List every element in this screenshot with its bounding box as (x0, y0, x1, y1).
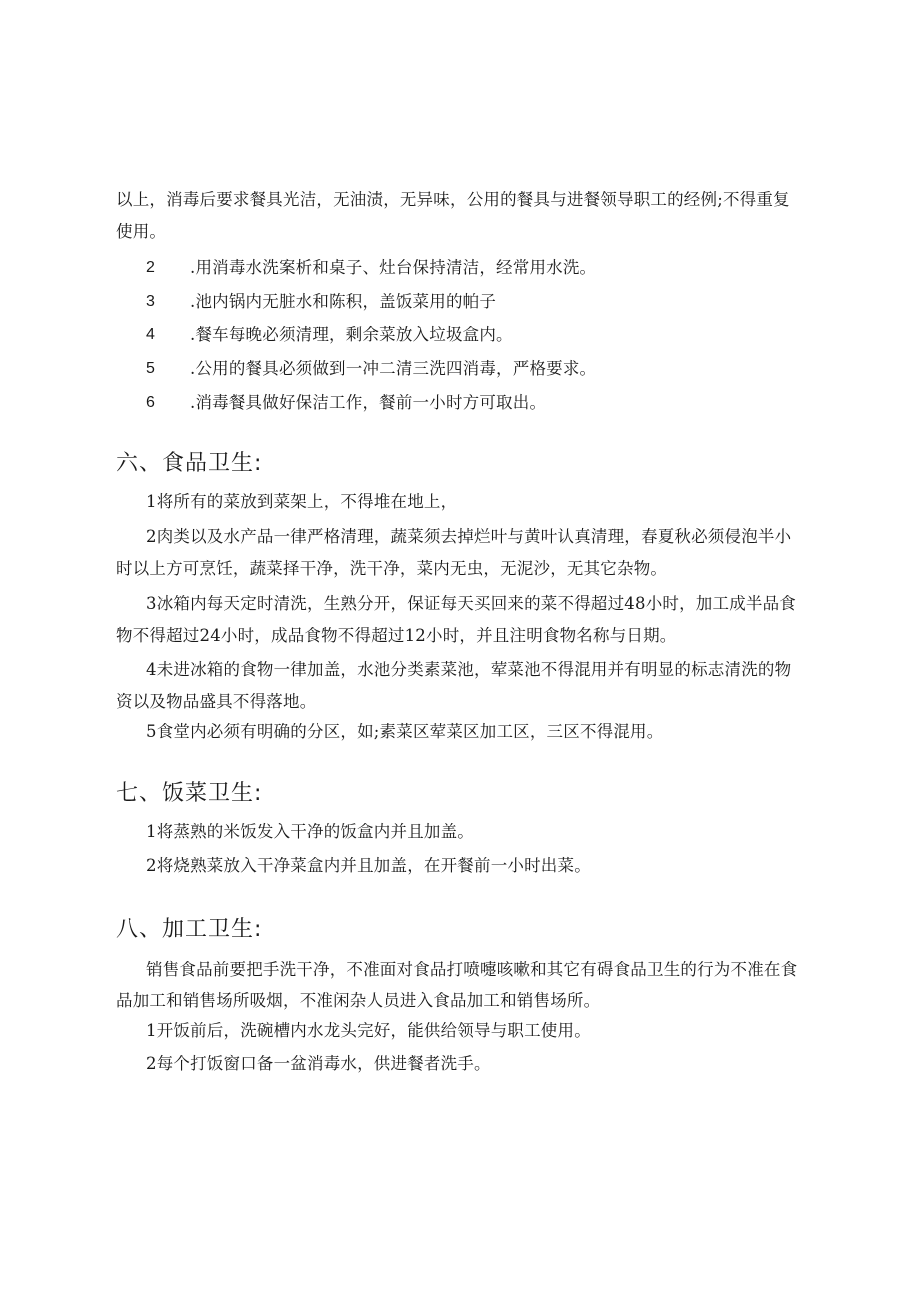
paragraph: 5食堂内必须有明确的分区，如;素菜区荤菜区加工区，三区不得混用。 (146, 722, 664, 741)
item-number: 6 (146, 394, 155, 411)
paragraph-continuation: 物不得超过24小时，成品食物不得超过12小时，并且注明食物名称与日期。 (116, 626, 677, 645)
paragraph: 1将所有的菜放到菜架上，不得堆在地上， (146, 492, 458, 511)
item-number: 5 (146, 360, 155, 377)
paragraph: 销售食品前要把手洗干净，不准面对食品打喷嚏咳嗽和其它有碍食品卫生的行为不准在食 (146, 960, 798, 979)
item-number: 4 (146, 326, 155, 343)
section-heading-processing-hygiene: 八、加工卫生: (116, 917, 263, 942)
paragraph-continuation: 资以及物品盛具不得落地。 (116, 692, 317, 711)
item-text: .餐车每晚必须清理，剩余菜放入垃圾盒内。 (190, 325, 513, 344)
section-heading-meal-hygiene: 七、饭菜卫生: (116, 781, 263, 806)
paragraph: 1将蒸熟的米饭发入干净的饭盒内并且加盖。 (146, 822, 474, 841)
paragraph: 2肉类以及水产品一律严格清理，蔬菜须去掉烂叶与黄叶认真清理，春夏秋必须侵泡半小 (146, 527, 792, 546)
intro-line-1: 以上，消毒后要求餐具光洁，无油渍，无异味，公用的餐具与进餐领导职工的经例;不得重复 (116, 190, 790, 209)
item-text: .公用的餐具必须做到一冲二清三洗四消毒，严格要求。 (190, 359, 597, 378)
item-text: .消毒餐具做好保洁工作，餐前一小时方可取出。 (190, 393, 547, 412)
paragraph: 4未进冰箱的食物一律加盖，水池分类素菜池，荤菜池不得混用并有明显的标志清洗的物 (146, 660, 792, 679)
paragraph-continuation: 品加工和销售场所吸烟，不准闲杂人员进入食品加工和销售场所。 (116, 991, 601, 1010)
paragraph: 3冰箱内每天定时清洗，生熟分开，保证每天买回来的菜不得超过48小时，加工成半品食 (146, 594, 796, 613)
paragraph: 2将烧熟菜放入干净菜盒内并且加盖，在开餐前一小时出菜。 (146, 856, 591, 875)
intro-line-2: 使用。 (116, 222, 167, 241)
item-number: 3 (146, 293, 155, 310)
item-text: .用消毒水洗案析和桌子、灶台保持清洁，经常用水洗。 (190, 258, 597, 277)
paragraph-continuation: 时以上方可烹饪，蔬菜择干净，洗干净，菜内无虫，无泥沙，无其它杂物。 (116, 559, 668, 578)
item-text: .池内锅内无脏水和陈积，盖饭菜用的帕子 (190, 292, 497, 311)
item-number: 2 (146, 259, 155, 276)
paragraph: 2每个打饭窗口备一盆消毒水，供进餐者洗手。 (146, 1054, 491, 1073)
paragraph: 1开饭前后，洗碗槽内水龙头完好，能供给领导与职工使用。 (146, 1021, 591, 1040)
section-heading-food-hygiene: 六、食品卫生: (116, 451, 263, 476)
